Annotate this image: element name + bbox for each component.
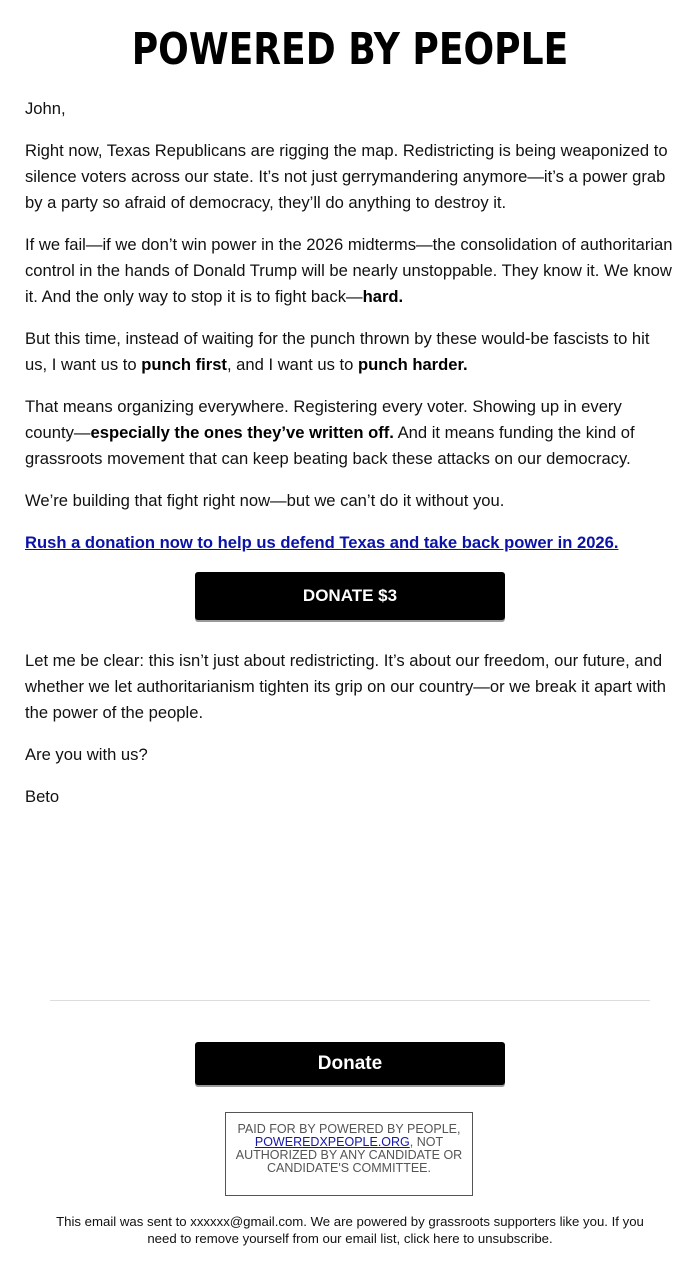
paragraph-1: Right now, Texas Republicans are rigging the map. Redistricting is being weaponized to silence voters across our state. It’s not just gerrymandering anymore—it’s a power grab by a party so afraid of democracy, they’ll do anything to destroy it. (25, 141, 668, 212)
cta-paragraph (25, 530, 675, 556)
footer-divider (50, 1000, 650, 1001)
disclaimer-text-b: , NOT AUTHORIZED BY ANY CANDIDATE OR CANDIDATE'S COMMITTEE. (235, 1135, 463, 1175)
disclaimer-website-link[interactable]: POWEREDXPEOPLE.ORG (254, 1135, 410, 1149)
paragraph-4 (25, 394, 675, 472)
paragraph-6: Let me be clear: this isn’t just about redistricting. It’s about our freedom, our future, and whether we let authoritarianism tighten its grip on our country—or we break it apart with the power of the people. (25, 651, 667, 722)
brand-logo: POWERED BY PEOPLE (131, 24, 569, 75)
greeting: John, (25, 99, 66, 118)
paragraph-3 (25, 326, 675, 378)
donate-3-button[interactable]: DONATE $3 (195, 572, 505, 620)
paragraph-3-bold-1: punch first (141, 355, 227, 374)
paragraph-3-text-b: , and I want us to (226, 355, 358, 374)
disclaimer-text-a: PAID FOR BY POWERED BY PEOPLE, (237, 1122, 461, 1136)
paragraph-4-text-b: And it means funding the kind of grassroots movement that can keep beating back these attacks on our democracy. (25, 423, 635, 468)
paragraph-2-text: If we fail—if we don’t win power in the 2026 midterms—the consolidation of authoritarian control in the hands of Donald Trump will be nearly unstoppable. They know it. We know it. And the only way to stop it is to fight back— (25, 235, 673, 306)
paragraph-4-text-a: That means organizing everywhere. Registering every voter. Showing up in every county— (25, 397, 622, 442)
paragraph-7: Are you with us? (25, 745, 148, 764)
footer-donate-button[interactable]: Donate (195, 1042, 505, 1085)
email-body (25, 96, 675, 826)
unsubscribe-note[interactable]: This email was sent to xxxxxx@gmail.com. We are powered by grassroots supporters like you. If you need to remove yourself from our email list, click here to unsubscribe. (56, 1214, 644, 1246)
paragraph-2-bold: hard. (362, 287, 404, 306)
paragraph-5: We’re building that fight right now—but we can’t do it without you. (25, 491, 505, 510)
donation-cta-link[interactable]: Rush a donation now to help us defend Texas and take back power in 2026. (25, 533, 619, 552)
paragraph-3-bold-2: punch harder. (357, 355, 468, 374)
paragraph-2 (25, 232, 675, 310)
paragraph-3-text-a: But this time, instead of waiting for the punch thrown by these would-be fascists to hit us, I want us to (25, 329, 650, 374)
paragraph-4-bold: especially the ones they’ve written off. (90, 423, 394, 442)
signature: Beto (25, 787, 60, 806)
paid-for-disclaimer (225, 1112, 473, 1196)
